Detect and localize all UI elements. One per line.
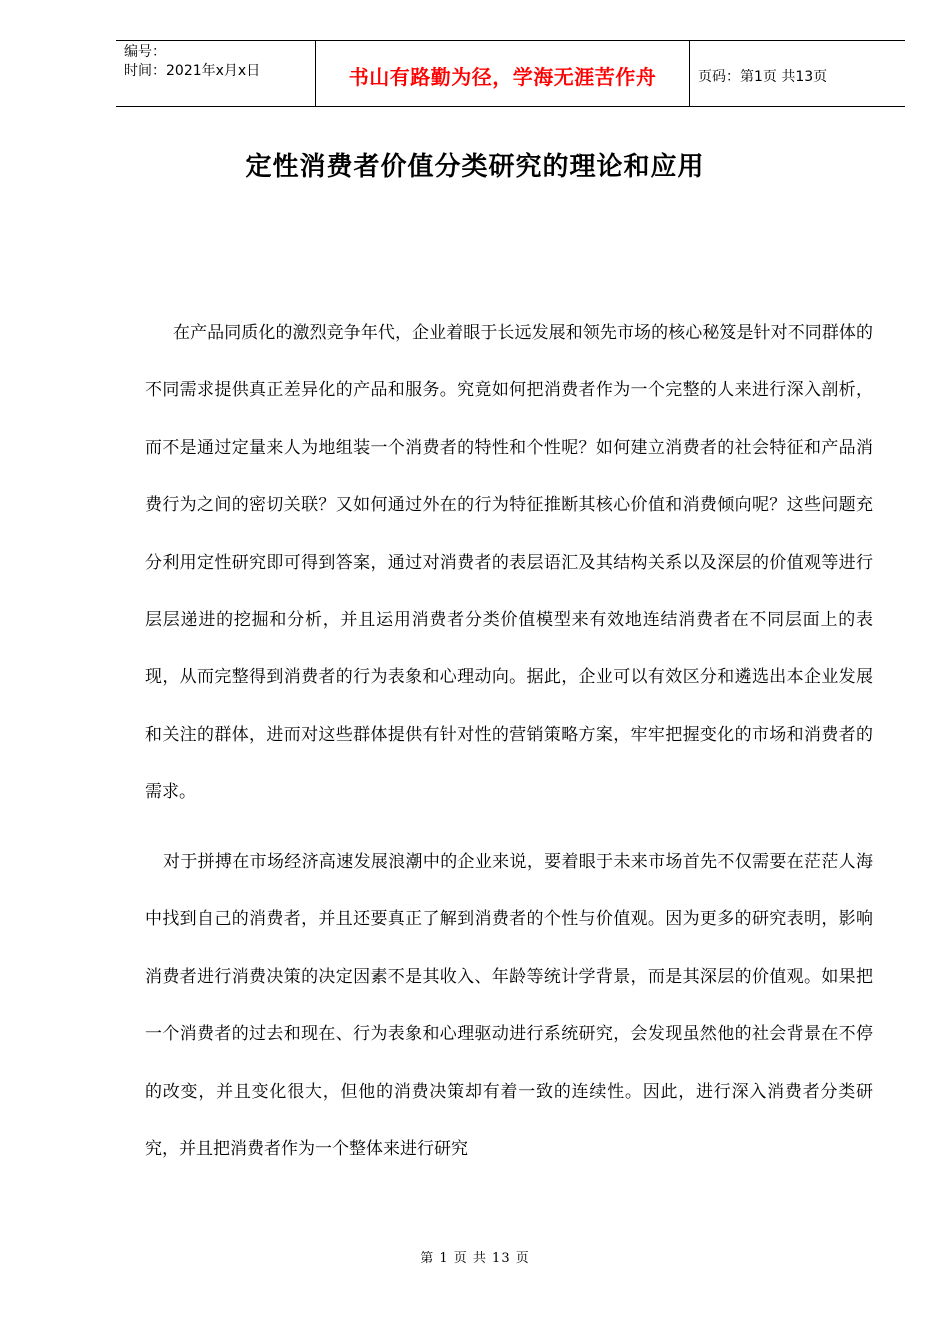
document-title: 定性消费者价值分类研究的理论和应用 (245, 152, 705, 182)
body-paragraph-1: 在产品同质化的激烈竞争年代，企业着眼于长远发展和领先市场的核心秘笈是针对不同群体的不同需求提供真正差异化的产品和服务。究竟如何把消费者作为一个完整的人来进行深入剖析，而不是通过定量来人为地组装一个消费者的特性和个性呢？如何建立消费者的社会特征和产品消费行为之间的密切关联？又如何通过外在的行为特征推断其核心价值和消费倾向呢？这些问题充分利用定性研究即可得到答案，通过对消费者的表层语汇及其结构关系以及深层的价值观等进行层层递进的挖掘和分析，并且运用消费者分类价值模型来有效地连结消费者在不同层面上的表现，从而完整得到消费者的行为表象和心理动向。据此，企业可以有效区分和遴选出本企业发展和关注的群体，进而对这些群体提供有针对性的营销策略方案，牢牢把握变化的市场和消费者的需求。 (145, 323, 873, 803)
document-number-label: 编号： (124, 44, 166, 60)
header-page-info: 页码：第1页 共13页 (698, 68, 828, 85)
header-meta-cell (116, 41, 316, 106)
document-date-label: 时间：2021年x月x日 (124, 63, 261, 79)
header-motto: 书山有路勤为径，学海无涯苦作舟 (348, 65, 657, 89)
page-footer: 第 1 页 共 13 页 (420, 1251, 530, 1266)
header-motto-cell (316, 41, 690, 106)
header-page-cell (690, 41, 905, 106)
body-paragraph-2: 对于拼搏在市场经济高速发展浪潮中的企业来说，要着眼于未来市场首先不仅需要在茫茫人海中找到自己的消费者，并且还要真正了解到消费者的个性与价值观。因为更多的研究表明，影响消费者进行消费决策的决定因素不是其收入、年龄等统计学背景，而是其深层的价值观。如果把一个消费者的过去和现在、行为表象和心理驱动进行系统研究，会发现虽然他的社会背景在不停的改变，并且变化很大，但他的消费决策却有着一致的连续性。因此，进行深入消费者分类研究，并且把消费者作为一个整体来进行研究 (145, 852, 873, 1160)
header-table (116, 40, 905, 107)
